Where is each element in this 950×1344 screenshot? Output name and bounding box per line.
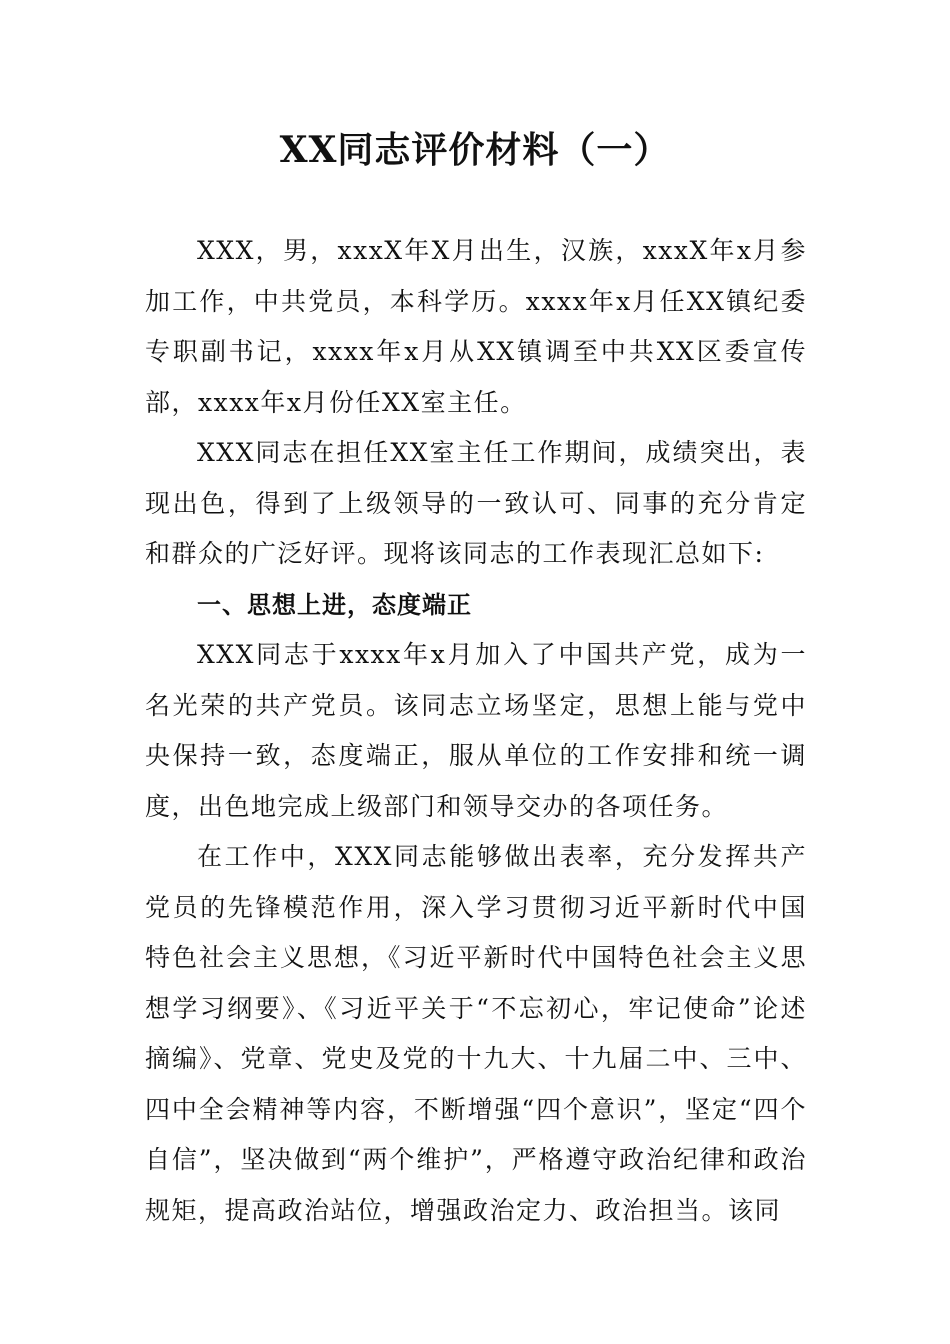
document-title: XX同志评价材料（一） [279, 129, 671, 171]
paragraph-work-conduct: 在工作中，XXX同志能够做出表率，充分发挥共产党员的先锋模范作用，深入学习贯彻习近平新时代中国特色社会主义思想，《习近平新时代中国特色社会主义思想学习纲要》、《习近平关于“不忘初心，牢记使命”论述摘编》、党章、党史及党的十九大、十九届二中、三中、四中全会精神等内容，不断增强“四个意识”，坚定“四个自信”，坚决做到“两个维护”，严格遵守政治纪律和政治规矩，提高政治站位，增强政治定力、政治担当。该同 [145, 842, 807, 1225]
paragraph-intro: XXX，男，xxxX年X月出生，汉族，xxxX年x月参加工作，中共党员，本科学历。xxxx年x月任XX镇纪委专职副书记，xxxx年x月从XX镇调至中共XX区委宣传部，xxxx年x月份任XX室主任。 [145, 236, 807, 417]
paragraph-party-membership: XXX同志于xxxx年x月加入了中国共产党，成为一名光荣的共产党员。该同志立场坚定，思想上能与党中央保持一致，态度端正，服从单位的工作安排和统一调度，出色地完成上级部门和领导交办的各项任务。 [145, 640, 807, 821]
section-heading: 一、思想上进，态度端正 [197, 590, 472, 619]
paragraph-summary: XXX同志在担任XX室主任工作期间，成绩突出，表现出色，得到了上级领导的一致认可、同事的充分肯定和群众的广泛好评。现将该同志的工作表现汇总如下: [145, 438, 807, 568]
document-body [145, 226, 807, 1236]
